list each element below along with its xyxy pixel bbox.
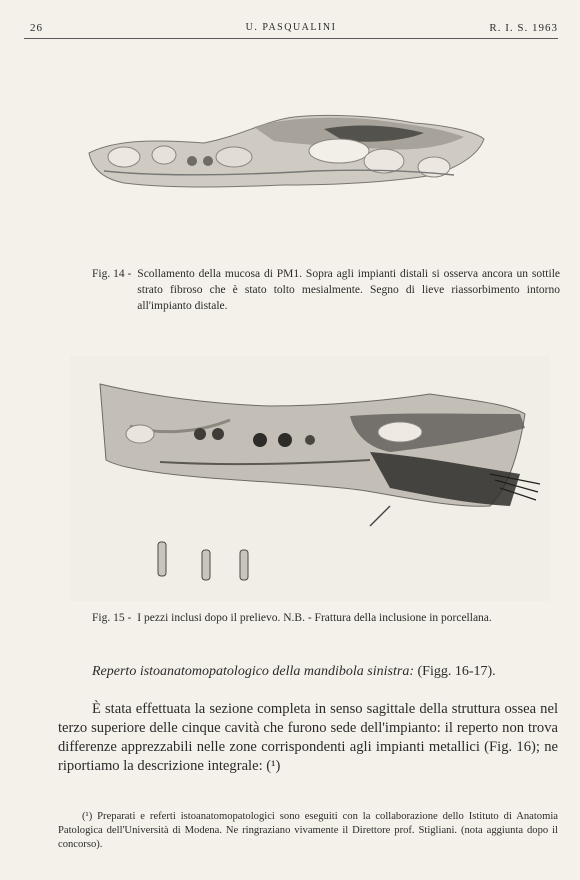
footnote: (¹) Preparati e referti istoanatomopatologici sono eseguiti con la collaborazione dello Istituto di Anatomia Patologica dell'Università di Modena. Ne ringraziano vivamente il Direttore prof. Stigliani. (nota aggiunta dopo il concorso). — [58, 811, 558, 850]
section-title-italic: Reperto istoanatomopatologico della mandibola sinistra: — [92, 664, 414, 679]
section-title — [92, 664, 552, 680]
figure-14-caption — [92, 266, 560, 314]
running-header — [24, 20, 558, 39]
running-journal: R. I. S. 1963 — [489, 22, 558, 34]
body-paragraph: È stata effettuata la sezione completa in senso sagittale della struttura ossea nel terzo superiore delle cinque cavità che furono sede dell'impianto: il reperto non trova differenze apprezzabili nelle zone corrispondenti agli impianti metallici (Fig. 16); ne riportiamo la descrizione integrale: (¹) — [58, 701, 558, 774]
page-number: 26 — [30, 22, 43, 34]
section-title-ref: (Figg. 16-17). — [417, 664, 496, 679]
figure-15-photo — [70, 356, 550, 601]
figure-15-label: Fig. 15 - — [92, 612, 132, 624]
figure-14-photo — [84, 105, 494, 200]
figure-14-label: Fig. 14 - — [92, 268, 132, 280]
figure-15-caption — [92, 610, 562, 626]
figure-14-caption-text: Scollamento della mucosa di PM1. Sopra agli impianti distali si osserva ancora un sottile strato fibroso che è stato tolto mesialmente. Segno di lieve riassorbimento intorno all'impianto distale. — [137, 268, 560, 312]
figure-15-caption-text: I pezzi inclusi dopo il prelievo. N.B. - Frattura della inclusione in porcellana. — [137, 612, 492, 624]
running-author: U. PASQUALINI — [245, 22, 337, 33]
